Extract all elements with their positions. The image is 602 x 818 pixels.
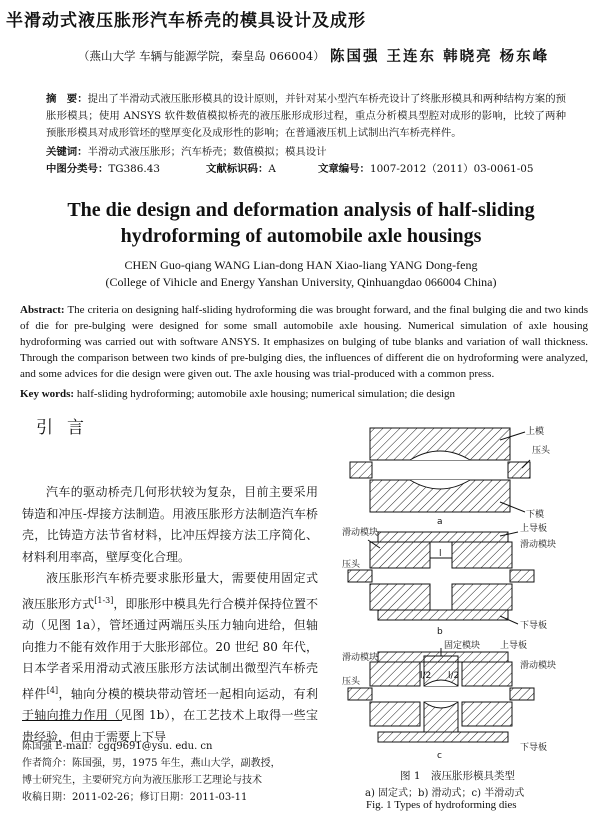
label-punch-c: 压头	[342, 677, 361, 687]
abstract-en	[20, 302, 588, 382]
citation-4: [4]	[46, 685, 59, 695]
figure-caption-cn: 图 1 液压胀形模具类型	[400, 770, 516, 782]
sliding-block-left-top-b	[370, 542, 430, 568]
punch-right-c	[510, 688, 534, 700]
article-no-value: 1007-2012（2011）03-0061-05	[369, 163, 534, 175]
label-dim-l2-left: l/2	[420, 671, 432, 681]
sliding-block-right-top-b	[452, 542, 512, 568]
affiliation-en: (College of Vihicle and Energy Yanshan University, Qinhuangdao 066004 China)	[105, 275, 497, 289]
panel-a-fixed-die	[350, 425, 551, 527]
keywords-en	[20, 388, 588, 400]
body-paragraph-1: 汽车的驱动桥壳几何形状较为复杂，目前主要采用铸造和冲压-焊接方法制造。用液压胀形方法制造汽车桥壳，比铸造方法节省材料，比冲压焊接方法工序简化、材料利用率高，壁厚变化合理。	[22, 485, 318, 564]
footnote-rule	[22, 720, 122, 721]
label-punch-a: 压头	[532, 446, 551, 456]
body-p2-part-a: 液压胀形汽车桥壳要求胀形量大，需要使用固定式液压胀形方式	[22, 571, 318, 611]
keywords-en-text: half-sliding hydroforming; automobile axle housing; numerical simulation; die design	[74, 388, 456, 400]
figure-caption-en: Fig. 1 Types of hydroforming dies	[366, 799, 517, 811]
abstract-cn	[46, 91, 566, 142]
clc-label: 中图分类号：	[46, 163, 109, 175]
punch-right-b	[510, 570, 534, 582]
label-panel-a: a	[437, 517, 443, 527]
punch-right-a	[508, 462, 530, 478]
label-dim-l: l	[439, 549, 442, 559]
sliding-block-left-bottom-c	[370, 702, 420, 726]
label-fixed-block-c: 固定模块	[444, 641, 481, 651]
paper-title-en	[0, 197, 602, 249]
section-title: 引言	[36, 418, 98, 438]
sliding-block-right-bottom-b	[452, 584, 512, 610]
label-lower-die: 下模	[526, 510, 545, 520]
figure-1-diagram	[340, 420, 590, 769]
footnote-line-4: 收稿日期：2011-02-26；修订日期：2011-03-11	[22, 792, 248, 803]
authors-cn: 陈国强 王连东 韩晓亮 杨东峰	[330, 48, 550, 65]
doc-code-label: 文献标识码：	[206, 163, 269, 175]
panel-c-half-sliding-die	[342, 639, 556, 761]
title-en-line1: The die design and deformation analysis of half-sliding	[67, 199, 535, 221]
punch-left-b	[348, 570, 372, 582]
label-sliding-block-c-right: 滑动模块	[520, 661, 557, 671]
sliding-block-right-bottom-c	[462, 702, 512, 726]
label-upper-die: 上模	[526, 427, 545, 437]
sliding-block-right-top-c	[462, 662, 512, 686]
abstract-cn-text: 提出了半滑动式液压胀形模具的设计原则，并针对某小型汽车桥壳设计了终胀形模具和两种结构方案的预胀形模具；使用 ANSYS 软件数值模拟桥壳的液压胀形成形过程，重点分析模具型腔对成形的影响，比较了两种预胀形模具对成形管坯的壁厚变化及成形性的影响；在普通液压机上试制出汽车桥壳样件。	[46, 93, 567, 139]
paper-title-cn: 半滑动式液压胀形汽车桥壳的模具设计及成形	[6, 11, 366, 31]
label-sliding-block-b-right: 滑动模块	[520, 540, 557, 550]
keywords-cn-label: 关键词：	[46, 146, 88, 158]
clc-value: TG386.43	[108, 163, 160, 175]
abstract-en-text: The criteria on designing half-sliding hydroforming die was brought forward, and the final bulging die and two kinds of die for pre-bulging were designed for some small automobile axle housing. Numerical simulation of axle housing hydroforming was carried out with software ANSYS. It emphasizes on bulging of tube blanks and variation of wall thickness. Through the comparison between two kinds of pre-bulging dies, the influences of different die on hydroforming were analyzed, and some advices for die design were given out. The axle housing was trial-produced with a common press.	[20, 304, 588, 380]
footnote-line-2: 作者简介：陈国强，男，1975 年生，燕山大学，副教授，	[22, 758, 281, 769]
title-en-line2: hydroforming of automobile axle housings	[120, 225, 482, 247]
label-upper-guide-c: 上导板	[500, 641, 528, 651]
label-panel-c: c	[437, 751, 442, 761]
label-sliding-block-b: 滑动模块	[342, 528, 379, 538]
citation-1-3: [1-3]	[94, 595, 114, 605]
lower-guide-b	[378, 610, 508, 620]
label-punch-b: 压头	[342, 560, 361, 570]
keywords-cn	[46, 143, 327, 158]
keywords-cn-text: 半滑动式液压胀形；汽车桥壳；数值模拟；模具设计	[87, 146, 327, 158]
die-diagram-svg	[340, 420, 590, 765]
label-lower-guide-b: 下导板	[520, 621, 548, 631]
punch-left-a	[350, 462, 372, 478]
authors-en: CHEN Guo-qiang WANG Lian-dong HAN Xiao-liang YANG Dong-feng	[124, 258, 478, 272]
punch-left-c	[348, 688, 372, 700]
upper-guide-b	[378, 532, 508, 542]
panel-b-sliding-die	[342, 522, 556, 637]
classification-row	[46, 160, 533, 175]
label-dim-l2-right: l/2	[448, 671, 460, 681]
body-text	[22, 482, 318, 748]
affiliation-cn: （燕山大学 车辆与能源学院，秦皇岛 066004）	[78, 49, 325, 63]
footnote-line-1: 陈国强 E-mail：cgq9691@ysu. edu. cn	[22, 741, 213, 752]
footnote	[22, 738, 322, 806]
figure-subcaption-cn: a) 固定式；b) 滑动式；c) 半滑动式	[365, 788, 525, 799]
sliding-block-left-top-c	[370, 662, 420, 686]
keywords-en-label: Key words:	[20, 388, 75, 400]
label-sliding-block-c: 滑动模块	[342, 653, 379, 663]
lower-guide-c	[378, 732, 508, 742]
body-p2-part-b: ，即胀形中模具先行合模并保持位置不动（见图 1a），管坯通过两端压头压力轴向进给，但轴向推力不能有效作用于大胀形部位。20 世纪 80 年代，日本学者采用滑动式液压胀形方法试制出微型汽车桥壳样件	[22, 596, 318, 701]
label-upper-guide-b: 上导板	[520, 524, 548, 534]
abstract-en-label: Abstract:	[20, 304, 65, 316]
abstract-cn-label: 摘 要：	[46, 93, 88, 105]
label-lower-guide-c: 下导板	[520, 743, 548, 753]
body-p2-part-c: ，轴向分模的模块带动管坯一起相向运动，有利于轴向推力作用（见图 1b），在工艺技术上取得一些宝贵经验，但由于需要上下导	[22, 686, 318, 744]
label-panel-b: b	[437, 627, 443, 637]
doc-code-value: A	[268, 163, 276, 175]
body-paragraph-2	[22, 568, 318, 748]
footnote-line-3: 博士研究生，主要研究方向为液压胀形工艺理论与技术	[22, 775, 262, 786]
article-no-label: 文章编号：	[318, 163, 370, 175]
sliding-block-left-bottom-b	[370, 584, 430, 610]
